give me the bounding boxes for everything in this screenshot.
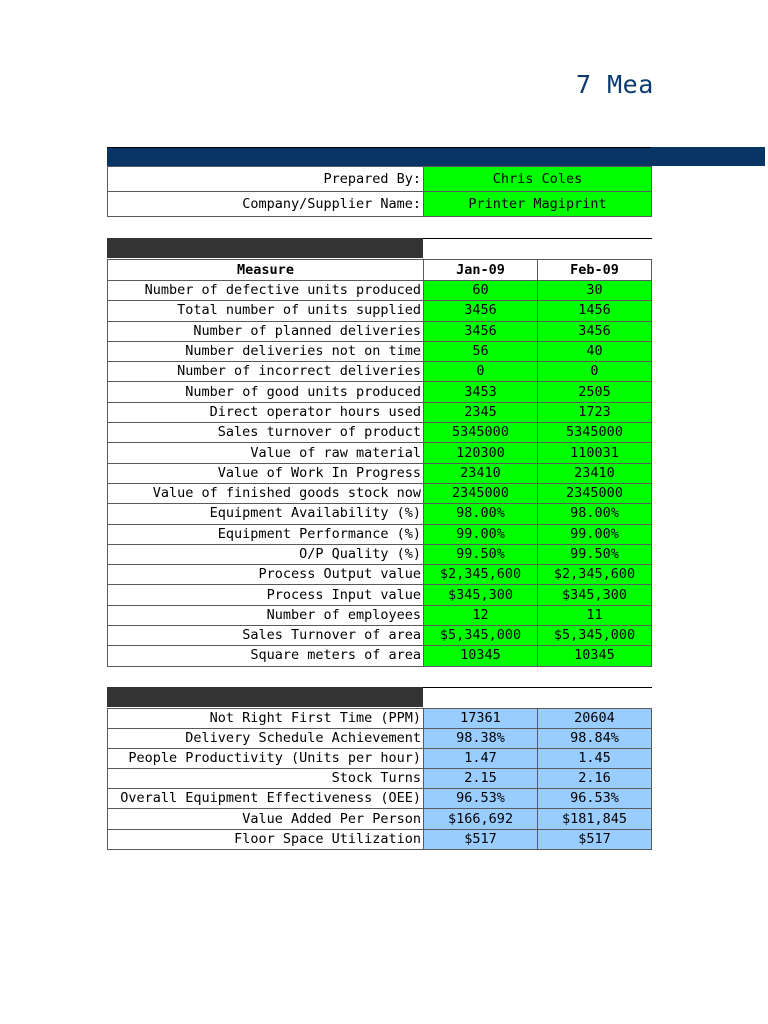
measure-row — [108, 605, 652, 625]
feb-value[interactable]: 2505 — [538, 382, 652, 402]
row-label: Process Output value — [108, 565, 424, 585]
measure-row — [108, 646, 652, 666]
jan-value[interactable]: $5,345,000 — [424, 626, 538, 646]
jan-value[interactable]: 3453 — [424, 382, 538, 402]
row-label: Number of good units produced — [108, 382, 424, 402]
feb-value[interactable]: 98.84% — [538, 729, 652, 749]
jan-value[interactable]: 60 — [424, 281, 538, 301]
result-row — [108, 749, 652, 769]
measures-header-row — [108, 260, 652, 281]
measures-section-line — [423, 238, 652, 239]
jan-value[interactable]: 56 — [424, 341, 538, 361]
measure-row — [108, 544, 652, 564]
jan-value[interactable]: 99.00% — [424, 524, 538, 544]
results-section-bar — [107, 687, 423, 707]
measure-row — [108, 565, 652, 585]
row-label: Number of defective units produced — [108, 281, 424, 301]
feb-value[interactable]: 23410 — [538, 463, 652, 483]
row-label: Value of finished goods stock now — [108, 483, 424, 503]
header-bar — [107, 147, 765, 166]
row-label: Sales Turnover of area — [108, 626, 424, 646]
feb-value[interactable]: $181,845 — [538, 809, 652, 829]
feb-value[interactable]: 2.16 — [538, 769, 652, 789]
jan-value[interactable]: 98.00% — [424, 504, 538, 524]
feb-value[interactable]: 40 — [538, 341, 652, 361]
row-label: Number of employees — [108, 605, 424, 625]
result-row — [108, 829, 652, 849]
result-row — [108, 709, 652, 729]
measure-row — [108, 504, 652, 524]
result-row — [108, 809, 652, 829]
measure-row — [108, 341, 652, 361]
company-label: Company/Supplier Name: — [108, 192, 424, 217]
row-label: Sales turnover of product — [108, 423, 424, 443]
row-label: Equipment Availability (%) — [108, 504, 424, 524]
feb-value[interactable]: 96.53% — [538, 789, 652, 809]
measure-row — [108, 423, 652, 443]
row-label: Floor Space Utilization — [108, 829, 424, 849]
measure-row — [108, 463, 652, 483]
jan-value[interactable]: 2345 — [424, 402, 538, 422]
jan-column-header: Jan-09 — [424, 260, 538, 281]
jan-value[interactable]: 1.47 — [424, 749, 538, 769]
info-table — [107, 166, 652, 217]
row-label: Process Input value — [108, 585, 424, 605]
results-section-line — [423, 687, 652, 688]
feb-value[interactable]: 5345000 — [538, 423, 652, 443]
feb-value[interactable]: 110031 — [538, 443, 652, 463]
result-row — [108, 729, 652, 749]
prepared-by-row — [108, 167, 652, 192]
jan-value[interactable]: 3456 — [424, 301, 538, 321]
row-label: Number of planned deliveries — [108, 321, 424, 341]
row-label: Total number of units supplied — [108, 301, 424, 321]
feb-value[interactable]: 3456 — [538, 321, 652, 341]
row-label: Overall Equipment Effectiveness (OEE) — [108, 789, 424, 809]
jan-value[interactable]: 96.53% — [424, 789, 538, 809]
measure-row — [108, 362, 652, 382]
feb-value[interactable]: 11 — [538, 605, 652, 625]
row-label: Not Right First Time (PPM) — [108, 709, 424, 729]
prepared-by-label: Prepared By: — [108, 167, 424, 192]
measure-row — [108, 524, 652, 544]
feb-value[interactable]: 30 — [538, 281, 652, 301]
feb-column-header: Feb-09 — [538, 260, 652, 281]
result-row — [108, 769, 652, 789]
measures-section-bar — [107, 238, 423, 258]
jan-value[interactable]: 2345000 — [424, 483, 538, 503]
feb-value[interactable]: 10345 — [538, 646, 652, 666]
jan-value[interactable]: 99.50% — [424, 544, 538, 564]
measure-row — [108, 402, 652, 422]
jan-value[interactable]: 120300 — [424, 443, 538, 463]
jan-value[interactable]: 2.15 — [424, 769, 538, 789]
jan-value[interactable]: $517 — [424, 829, 538, 849]
feb-value[interactable]: $5,345,000 — [538, 626, 652, 646]
measure-row — [108, 626, 652, 646]
measure-row — [108, 443, 652, 463]
jan-value[interactable]: 12 — [424, 605, 538, 625]
page-title: 7 Mea — [576, 70, 654, 99]
row-label: Value of raw material — [108, 443, 424, 463]
jan-value[interactable]: 17361 — [424, 709, 538, 729]
results-table — [107, 708, 652, 850]
company-row — [108, 192, 652, 217]
feb-value[interactable]: 0 — [538, 362, 652, 382]
measure-row — [108, 585, 652, 605]
result-row — [108, 789, 652, 809]
feb-value[interactable]: 2345000 — [538, 483, 652, 503]
feb-value[interactable]: 1.45 — [538, 749, 652, 769]
row-label: Value of Work In Progress — [108, 463, 424, 483]
row-label: Number deliveries not on time — [108, 341, 424, 361]
feb-value[interactable]: 99.00% — [538, 524, 652, 544]
header-bar-edge — [107, 147, 651, 148]
jan-value[interactable]: 10345 — [424, 646, 538, 666]
feb-value[interactable]: $517 — [538, 829, 652, 849]
row-label: Equipment Performance (%) — [108, 524, 424, 544]
jan-value[interactable]: 0 — [424, 362, 538, 382]
measure-row — [108, 301, 652, 321]
feb-value[interactable]: 1723 — [538, 402, 652, 422]
prepared-by-value[interactable]: Chris Coles — [424, 167, 652, 192]
feb-value[interactable]: 98.00% — [538, 504, 652, 524]
row-label: Delivery Schedule Achievement — [108, 729, 424, 749]
jan-value[interactable]: 3456 — [424, 321, 538, 341]
jan-value[interactable]: $166,692 — [424, 809, 538, 829]
row-label: Square meters of area — [108, 646, 424, 666]
feb-value[interactable]: $345,300 — [538, 585, 652, 605]
jan-value[interactable]: 5345000 — [424, 423, 538, 443]
jan-value[interactable]: 23410 — [424, 463, 538, 483]
feb-value[interactable]: $2,345,600 — [538, 565, 652, 585]
row-label: Stock Turns — [108, 769, 424, 789]
jan-value[interactable]: 98.38% — [424, 729, 538, 749]
feb-value[interactable]: 1456 — [538, 301, 652, 321]
jan-value[interactable]: $2,345,600 — [424, 565, 538, 585]
measure-row — [108, 483, 652, 503]
feb-value[interactable]: 20604 — [538, 709, 652, 729]
row-label: O/P Quality (%) — [108, 544, 424, 564]
row-label: Value Added Per Person — [108, 809, 424, 829]
measure-row — [108, 382, 652, 402]
row-label: Direct operator hours used — [108, 402, 424, 422]
row-label: People Productivity (Units per hour) — [108, 749, 424, 769]
company-value[interactable]: Printer Magiprint — [424, 192, 652, 217]
measures-table — [107, 259, 652, 667]
measure-row — [108, 321, 652, 341]
measure-row — [108, 281, 652, 301]
feb-value[interactable]: 99.50% — [538, 544, 652, 564]
measure-column-header: Measure — [108, 260, 424, 281]
jan-value[interactable]: $345,300 — [424, 585, 538, 605]
row-label: Number of incorrect deliveries — [108, 362, 424, 382]
